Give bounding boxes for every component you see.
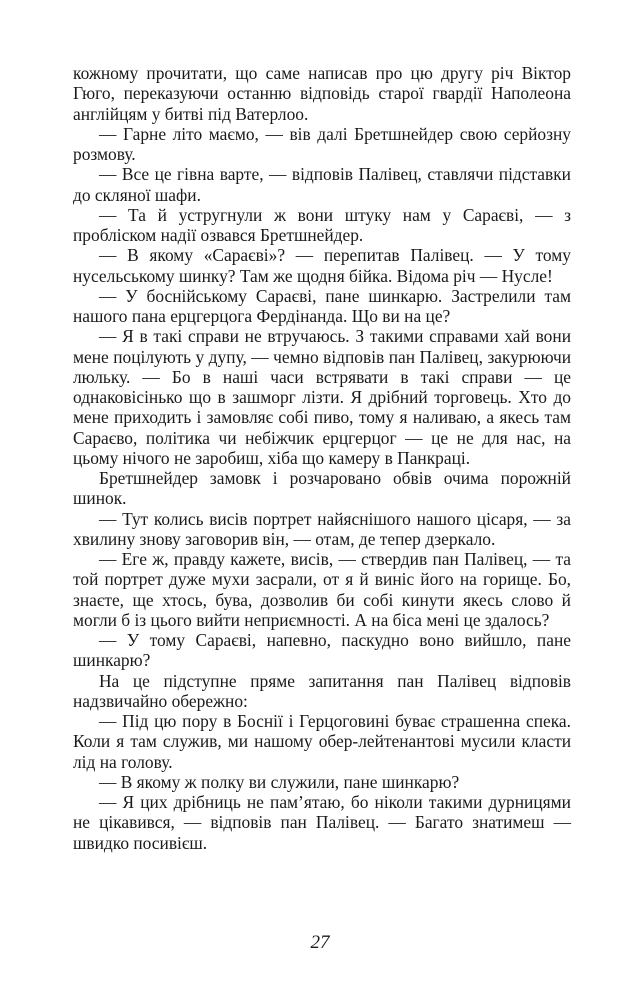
page-number: 27 bbox=[310, 932, 330, 953]
paragraph-9: — Тут колись висів портрет найяснішого нашого цісаря, — за хвилину знову заговорив він, — отам, де тепер дзеркало. bbox=[73, 508, 571, 549]
paragraph-4: — Та й устругнули ж вони штуку нам у Сараєві, — з пробліском надії озвався Бретшнейдер. bbox=[73, 204, 571, 245]
paragraph-5: — В якому «Сараєві»? — перепитав Палівец. — У тому нусельському шинку? Там же щодня бійка. Відома річ — Нусле! bbox=[73, 245, 571, 286]
paragraph-15: — Я цих дрібниць не пам’ятаю, бо ніколи такими дурницями не цікавився, — відповів пан Палівец. — Багато знатимеш — швидко посивієш. bbox=[73, 792, 571, 853]
paragraph-7: — Я в такі справи не втручаюсь. З такими справами хай вони мене поцілують у дупу, — чемно відповів пан Палівец, закурюючи люльку. — Бо в наші часи встрявати в такі справи — це однаковісінько що в зашморг лізти. Я дрібний торговець. Хто до мене приходить і замовляє собі пиво, тому я наливаю, а якесь там Сараєво, політика чи небіжчик ерцгерцог — це не для нас, на цьому нічого не заробиш, хіба що камеру в Панкраці. bbox=[73, 326, 571, 468]
paragraph-11: — У тому Сараєві, напевно, паскудно воно вийшло, пане шинкарю? bbox=[73, 630, 571, 671]
page-body bbox=[73, 63, 571, 853]
paragraph-1: кожному прочитати, що саме написав про цю другу річ Віктор Гюго, переказуючи останню відповідь старої гвардії Наполеона англійцям у битві під Ватерлоо. bbox=[73, 63, 571, 124]
paragraph-6: — У боснійському Сараєві, пане шинкарю. Застрелили там нашого пана ерцгерцога Фердінанда. Що ви на це? bbox=[73, 285, 571, 326]
paragraph-13: — Під цю пору в Боснії і Герцоговині буває страшенна спека. Коли я там служив, ми нашому обер-лейтенантові мусили класти лід на голову. bbox=[73, 711, 571, 772]
paragraph-14: — В якому ж полку ви служили, пане шинкарю? bbox=[99, 771, 460, 792]
paragraph-8: Бретшнейдер замовк і розчаровано обвів очима порожній шинок. bbox=[73, 468, 571, 509]
paragraph-12: На це підступне пряме запитання пан Палівец відповів надзвичайно обережно: bbox=[73, 670, 571, 711]
paragraph-10: — Еге ж, правду кажете, висів, — ствердив пан Палівец, — та той портрет дуже мухи засрали, от я й виніс його на горище. Бо, знаєте, ще хтось, бува, дозволив би собі кинути якесь слово й могли б із цього вийти неприємності. А на біса мені це здалось? bbox=[73, 549, 571, 630]
paragraph-3: — Все це гівна варте, — відповів Палівец, ставлячи підставки до скляної шафи. bbox=[73, 164, 571, 205]
paragraph-2: — Гарне літо маємо, — вів далі Бретшнейдер свою серйозну розмову. bbox=[73, 123, 571, 164]
